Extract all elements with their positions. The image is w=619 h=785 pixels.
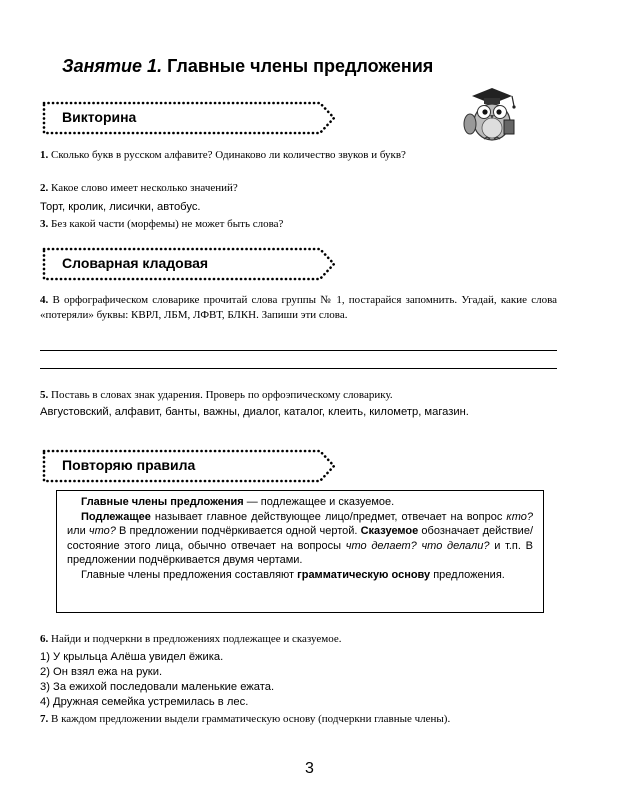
answer-line[interactable] (40, 368, 557, 369)
lesson-title: Главные члены предложения (167, 56, 434, 76)
page-number: 3 (305, 760, 314, 777)
section-title: Повторяю правила (62, 457, 196, 473)
list-item: 2) Он взял ежа на руки. (40, 666, 163, 678)
rule-paragraph-3: Главные члены предложения составляют грамматическую основу предложения. (81, 568, 505, 581)
section-title: Словарная кладовая (62, 255, 209, 271)
section-banner-dictionary (42, 246, 338, 282)
page-title (62, 56, 433, 77)
task-7: 7. В каждом предложении выдели грамматическую основу (подчеркни главные члены). (40, 713, 451, 725)
answer-line[interactable] (40, 350, 557, 351)
section-title: Викторина (62, 109, 137, 125)
task-4: 4. В орфографическом словарике прочитай слова группы № 1, постарайся запомнить. Угадай, какие слова «потеряли» буквы: КВРЛ, ЛБМ, ЛФВТ, БЛКН. Запиши эти слова. (40, 294, 557, 321)
task-2: 2. Какое слово имеет несколько значений? (40, 182, 238, 194)
section-banner-quiz (42, 100, 338, 136)
rule-box (56, 490, 544, 613)
task-1: 1. Сколько букв в русском алфавите? Одинаково ли количество звуков и букв? (40, 149, 406, 161)
task-5: 5. Поставь в словах знак ударения. Проверь по орфоэпическому словарику. (40, 389, 393, 401)
list-item: 4) Дружная семейка устремилась в лес. (40, 696, 249, 708)
owl-mascot-icon (454, 82, 520, 142)
list-item: 1) У крыльца Алёша увидел ёжика. (40, 651, 224, 663)
task-5-words: Августовский, алфавит, банты, важны, диалог, каталог, клеить, километр, магазин. (40, 406, 469, 418)
task-2-words: Торт, кролик, лисички, автобус. (40, 201, 201, 213)
task-3: 3. Без какой части (морфемы) не может быть слова? (40, 218, 284, 230)
section-banner-rules (42, 448, 338, 484)
rule-paragraph-2: Подлежащее называет главное действующее лицо/предмет, отвечает на вопрос кто? или что? В предложении подчёркивается одной чертой. Сказуемое обозначает действие/состояние этого лица, обычно отвечает на вопросы что делает? что делали? и т.п. В предложении подчёркивается двумя чертами. (67, 510, 534, 566)
lesson-prefix: Занятие 1. (62, 56, 163, 76)
list-item: 3) За ежихой последовали маленькие ежата. (40, 681, 275, 693)
task-6: 6. Найди и подчеркни в предложениях подлежащее и сказуемое. (40, 633, 342, 645)
rule-paragraph-1: Главные члены предложения — подлежащее и сказуемое. (81, 496, 395, 508)
